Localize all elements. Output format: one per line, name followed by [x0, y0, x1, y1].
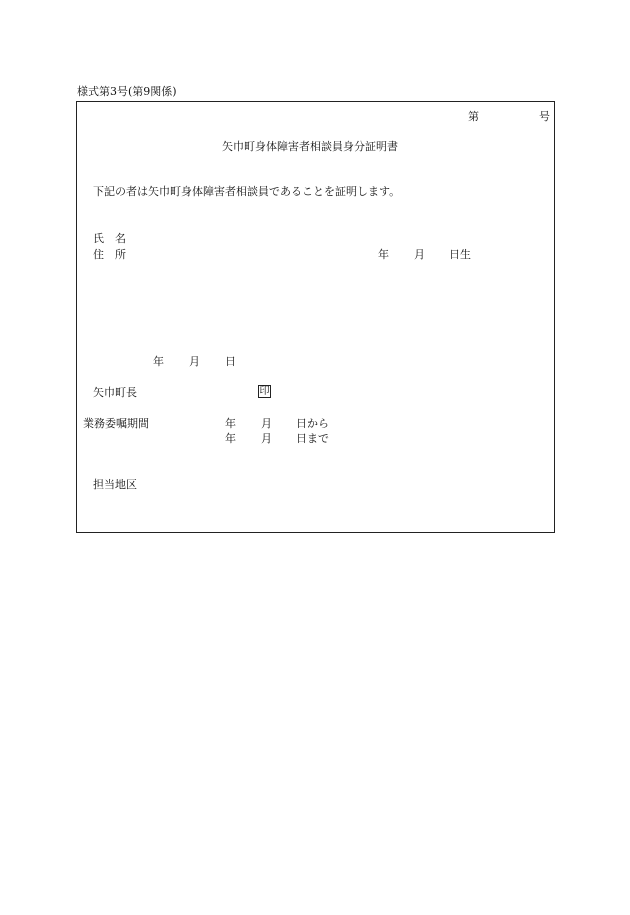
name-label: 氏 名 — [93, 232, 126, 245]
from-month-label: 月 — [261, 417, 272, 430]
to-year-label: 年 — [225, 432, 236, 445]
from-day-label: 日から — [296, 417, 329, 430]
birth-year-label: 年 — [378, 248, 389, 261]
issue-year-label: 年 — [153, 355, 164, 368]
issue-day-label: 日 — [225, 355, 236, 368]
certificate-statement: 下記の者は矢巾町身体障害者相談員であることを証明します。 — [93, 185, 401, 198]
certificate-frame — [76, 101, 555, 533]
to-month-label: 月 — [261, 432, 272, 445]
district-label: 担当地区 — [93, 478, 137, 491]
seal-mark: 印 — [259, 386, 270, 397]
certificate-title: 矢巾町身体障害者相談員身分証明書 — [222, 140, 398, 153]
birth-month-label: 月 — [414, 248, 425, 261]
form-header-label: 様式第3号(第9関係) — [77, 85, 177, 98]
issue-month-label: 月 — [189, 355, 200, 368]
number-suffix: 号 — [539, 110, 550, 123]
from-year-label: 年 — [225, 417, 236, 430]
birth-day-label: 日生 — [449, 248, 471, 261]
address-label: 住 所 — [93, 248, 126, 261]
period-label: 業務委嘱期間 — [83, 417, 149, 430]
number-prefix: 第 — [468, 110, 479, 123]
issuer-label: 矢巾町長 — [93, 386, 137, 399]
to-day-label: 日まで — [296, 432, 329, 445]
